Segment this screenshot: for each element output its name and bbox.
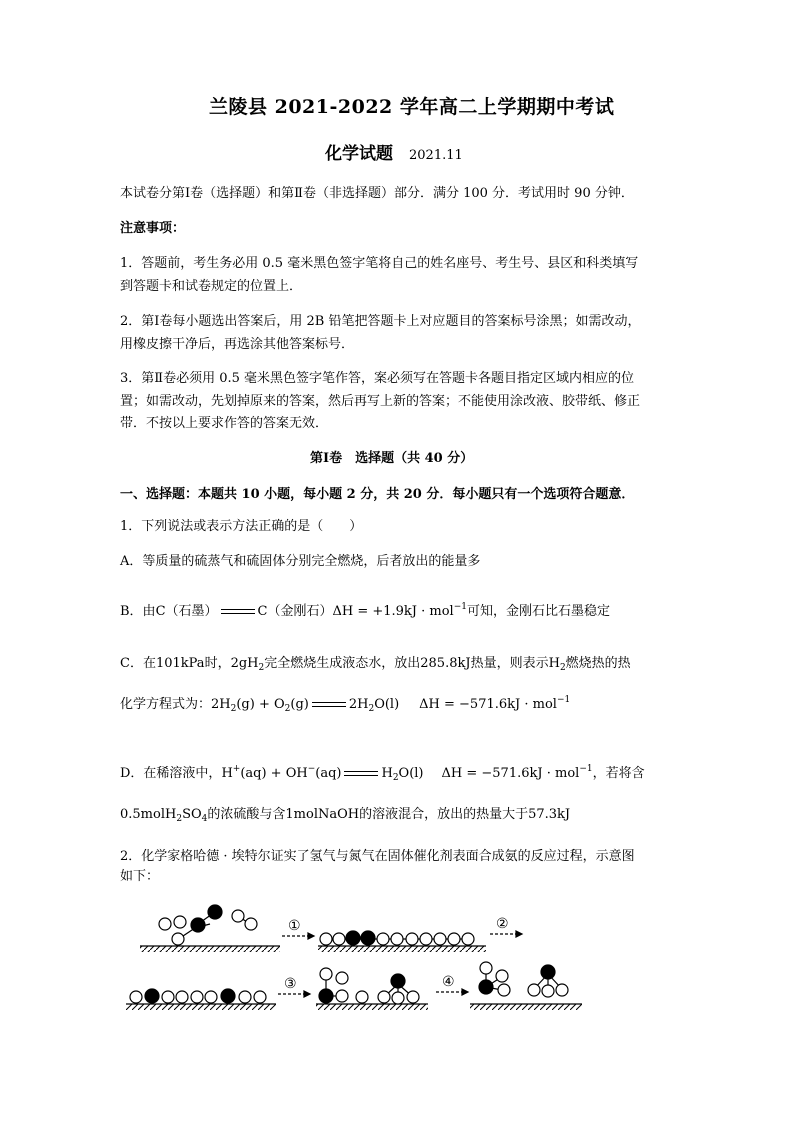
- hydrogen-atom: [462, 933, 474, 945]
- hydrogen-atom: [480, 962, 492, 974]
- subscript: 4: [201, 814, 208, 824]
- hydrogen-atom: [172, 933, 184, 945]
- reactant: (g): [290, 697, 309, 712]
- product: O(l): [398, 766, 424, 781]
- hydrogen-mass: 2gH: [230, 656, 259, 671]
- enthalpy: ΔH = −571.6kJ · mol: [419, 697, 557, 712]
- hydrogen-atom: [448, 933, 460, 945]
- text: 的溶液混合，放出的热量大于: [359, 807, 529, 822]
- reactant: (g) + O: [236, 697, 285, 712]
- hydrogen: H: [548, 656, 560, 671]
- nitrogen-atom: [361, 931, 375, 945]
- superscript: −1: [556, 695, 571, 705]
- nitrogen-atom: [346, 931, 360, 945]
- heat-value: 57.3kJ: [528, 807, 571, 822]
- hydrogen-atom: [434, 933, 446, 945]
- hydrogen-atom: [239, 991, 251, 1003]
- text: 完全燃烧生成液态水，放出: [264, 656, 421, 671]
- step-label: ①: [288, 918, 301, 934]
- hydrogen-atom: [377, 933, 389, 945]
- hydrogen-atom: [333, 933, 345, 945]
- superscript: +: [232, 764, 241, 774]
- pressure: 101kPa: [155, 656, 205, 671]
- text: 时，: [204, 656, 231, 671]
- hydrogen-atom: [392, 992, 404, 1004]
- option-label: D．在稀溶液中，: [120, 766, 222, 781]
- catalyst-surface: [470, 1004, 582, 1010]
- nitrogen-atom: [145, 989, 159, 1003]
- hydrogen-atom: [205, 991, 217, 1003]
- heat-value: 285.8kJ: [420, 656, 471, 671]
- hydrogen-atom: [232, 910, 244, 922]
- acid-formula: SO: [182, 807, 202, 822]
- q1-option-c-equation: [120, 696, 570, 714]
- equals-sign: [344, 771, 378, 776]
- hydrogen-atom: [245, 918, 257, 930]
- hydrogen-atom: [159, 918, 171, 930]
- subscript: 2: [176, 814, 183, 824]
- notice-item-1-line-1: 1．答题前，考生务必用 0.5 毫米黑色签字笔将自己的姓名座号、考生号、县区和科类填写: [120, 256, 639, 271]
- superscript: −1: [453, 602, 467, 612]
- nitrogen-atom: [319, 989, 333, 1003]
- enthalpy: ΔH = +1.9kJ · mol: [332, 604, 454, 619]
- q1-option-d: [120, 765, 645, 783]
- notice-item-1-line-2: 到答题卡和试卷规定的位置上．: [120, 279, 303, 294]
- subscript: 2: [258, 663, 265, 673]
- q2-stem-line-1: 2．化学家格哈德 · 埃特尔证实了氢气与氮气在固体催化剂表面合成氨的反应过程，示意图: [120, 849, 635, 864]
- acid-amount: 0.5molH: [120, 807, 177, 822]
- product: C（金刚石）: [257, 604, 333, 619]
- catalyst-surface: [318, 946, 486, 952]
- text: 热量，则表示: [470, 656, 549, 671]
- reactant: H: [221, 766, 233, 781]
- hydrogen-atom: [174, 916, 186, 928]
- product: O(l): [374, 697, 400, 712]
- hydrogen-atom: [528, 984, 540, 996]
- reactant: (aq) + OH: [240, 766, 308, 781]
- subscript: 2: [230, 704, 237, 714]
- hydrogen-atom: [176, 991, 188, 1003]
- step-label: ④: [442, 974, 455, 990]
- exam-date: 2021.11: [409, 148, 463, 163]
- catalyst-surface: [316, 1004, 428, 1010]
- exam-title: 兰陵县 2021-2022 学年高二上学期期中考试: [209, 96, 615, 118]
- q1-stem: 1．下列说法或表示方法正确的是（ ）: [120, 519, 363, 534]
- catalyst-surface: [140, 946, 280, 952]
- hydrogen-atom: [378, 991, 390, 1003]
- hydrogen-atom: [336, 972, 348, 984]
- subscript: 2: [559, 663, 566, 673]
- conclusion: 可知，金刚石比石墨稳定: [467, 604, 611, 619]
- subscript: 2: [368, 704, 375, 714]
- hydrogen-atom: [130, 991, 142, 1003]
- hydrogen-atom: [320, 933, 332, 945]
- text: 的浓硫酸与含: [207, 807, 286, 822]
- ammonia-synthesis-diagram: [120, 902, 590, 1017]
- nitrogen-atom: [479, 980, 493, 994]
- catalyst-surface: [126, 1004, 276, 1010]
- q1-option-a: A．等质量的硫蒸气和硫固体分别完全燃烧，后者放出的能量多: [120, 554, 481, 569]
- notice-item-2-line-2: 用橡皮擦干净后，再选涂其他答案标号．: [120, 337, 355, 352]
- hydrogen-atom: [556, 984, 568, 996]
- q1-option-d-line-2: [120, 806, 570, 824]
- product: 2H: [348, 697, 369, 712]
- notice-item-3-line-2: 置；如需改动，先划掉原来的答案，然后再写上新的答案；不能使用涂改液、胶带纸、修正: [120, 394, 641, 409]
- reactant: 2H: [211, 697, 231, 712]
- hydrogen-atom: [542, 985, 554, 997]
- base-amount: 1molNaOH: [285, 807, 360, 822]
- option-label: B．由: [120, 604, 156, 619]
- text: 化学方程式为：: [120, 697, 212, 712]
- equals-sign: [221, 609, 255, 614]
- hydrogen-atom: [320, 968, 332, 980]
- text: ，若将含: [592, 766, 645, 781]
- notice-item-3-line-1: 3．第Ⅱ卷必须用 0.5 毫米黑色签字笔作答，案必须写在答题卡各题目指定区域内相应的位: [120, 371, 635, 386]
- nitrogen-atom: [191, 918, 205, 932]
- hydrogen-atom: [407, 991, 419, 1003]
- section-instruction: 一、选择题：本题共 10 小题，每小题 2 分，共 20 分．每小题只有一个选项符合题意．: [120, 487, 635, 502]
- notice-item-3-line-3: 带．不按以上要求作答的答案无效．: [120, 416, 329, 431]
- q1-option-c: [120, 655, 631, 673]
- q2-stem-line-2: 如下：: [120, 869, 160, 884]
- text: 燃烧热的热: [565, 656, 631, 671]
- reactant: C（石墨）: [155, 604, 218, 619]
- subscript: 2: [392, 773, 399, 783]
- intro-text: 本试卷分第Ⅰ卷（选择题）和第Ⅱ卷（非选择题）部分．满分 100 分．考试用时 90 分钟．: [120, 186, 634, 201]
- nitrogen-atom: [391, 974, 405, 988]
- equals-sign: [312, 702, 346, 707]
- superscript: −1: [579, 764, 593, 774]
- hydrogen-atom: [336, 990, 348, 1002]
- hydrogen-atom: [420, 933, 432, 945]
- notice-item-2-line-1: 2．第Ⅰ卷每小题选出答案后，用 2B 铅笔把答题卡上对应题目的答案标号涂黑；如需改动，: [120, 314, 641, 329]
- superscript: −: [307, 764, 316, 774]
- step-label: ②: [496, 916, 509, 932]
- section-title: 第Ⅰ卷 选择题（共 40 分）: [310, 451, 474, 466]
- hydrogen-atom: [406, 933, 418, 945]
- nitrogen-atom: [221, 989, 235, 1003]
- reactant: (aq): [315, 766, 342, 781]
- hydrogen-atom: [254, 991, 266, 1003]
- nitrogen-atom: [208, 905, 222, 919]
- step-label: ③: [284, 976, 297, 992]
- hydrogen-atom: [496, 970, 508, 982]
- hydrogen-atom: [191, 991, 203, 1003]
- hydrogen-atom: [498, 984, 510, 996]
- subject-title: 化学试题: [325, 144, 393, 164]
- notice-heading: 注意事项：: [120, 221, 186, 236]
- subscript: 2: [284, 704, 291, 714]
- q1-option-b: [120, 603, 610, 621]
- hydrogen-atom: [391, 933, 403, 945]
- exam-subtitle: [325, 145, 463, 165]
- product: H: [381, 766, 393, 781]
- hydrogen-atom: [162, 991, 174, 1003]
- nitrogen-atom: [541, 965, 555, 979]
- option-label: C．在: [120, 656, 156, 671]
- enthalpy: ΔH = −571.6kJ · mol: [441, 766, 580, 781]
- hydrogen-atom: [356, 991, 368, 1003]
